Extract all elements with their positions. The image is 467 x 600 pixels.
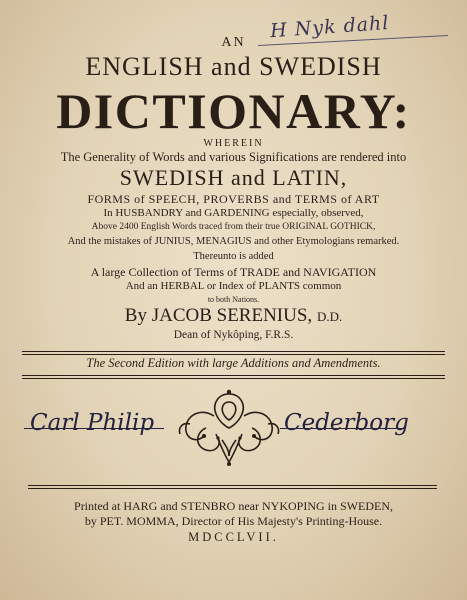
title-herbal: And an HERBAL or Index of PLANTS common xyxy=(125,280,342,292)
edition-note: The Second Edition with large Additions and Amendments. xyxy=(86,356,381,370)
imprint-year: MDCCLVII. xyxy=(188,530,279,544)
title-wherein: WHEREIN xyxy=(203,138,264,149)
title-generality: The Generality of Words and various Significations are rendered into xyxy=(60,150,407,164)
title-dictionary: DICTIONARY: xyxy=(56,83,411,139)
author-degree: D.D. xyxy=(316,309,343,324)
title-nations: to both Nations. xyxy=(207,295,260,304)
rule-bottom xyxy=(22,375,445,376)
imprint-line-1: Printed at HARG and STENBRO near NYKOPING in SWEDEN, xyxy=(74,499,393,513)
rule-imprint xyxy=(28,485,437,486)
title-languages: SWEDISH and LATIN, xyxy=(119,165,348,190)
title-english-swedish: ENGLISH and SWEDISH xyxy=(85,52,382,81)
signature-strikethrough-left xyxy=(24,428,164,429)
title-mistakes: And the mistakes of JUNIUS, MENAGIUS and other Etymologians remarked. xyxy=(67,236,400,247)
title-husbandry: In HUSBANDRY and GARDENING especially, observed, xyxy=(103,207,364,219)
rule-top xyxy=(22,351,445,352)
author-dean: Dean of Nykôping, F.R.S. xyxy=(173,329,294,341)
rule-top-2 xyxy=(22,354,445,355)
ornament-icon xyxy=(176,388,282,468)
owner-signature-bottom-right: Cederborg xyxy=(284,410,409,436)
owner-signature-bottom-left: Carl Philip xyxy=(30,410,155,436)
signature-strikethrough-right xyxy=(280,428,405,429)
owner-signature-top: H Nyk dahl xyxy=(269,11,391,43)
rule-bottom-2 xyxy=(22,378,445,379)
title-collection: A large Collection of Terms of TRADE and NAVIGATION xyxy=(90,265,377,279)
rule-imprint-2 xyxy=(28,488,437,489)
title-thereunto: Thereunto is added xyxy=(193,251,274,262)
author-name: By JACOB SERENIUS, xyxy=(124,305,313,326)
title-an: AN xyxy=(221,35,246,50)
imprint-line-2: by PET. MOMMA, Director of His Majesty's Printing-House. xyxy=(84,514,383,528)
title-above: Above 2400 English Words traced from their true ORIGINAL GOTHICK, xyxy=(91,222,376,232)
author-line xyxy=(0,305,467,327)
title-forms: FORMS of SPEECH, PROVERBS and TERMS of ART xyxy=(87,192,380,206)
